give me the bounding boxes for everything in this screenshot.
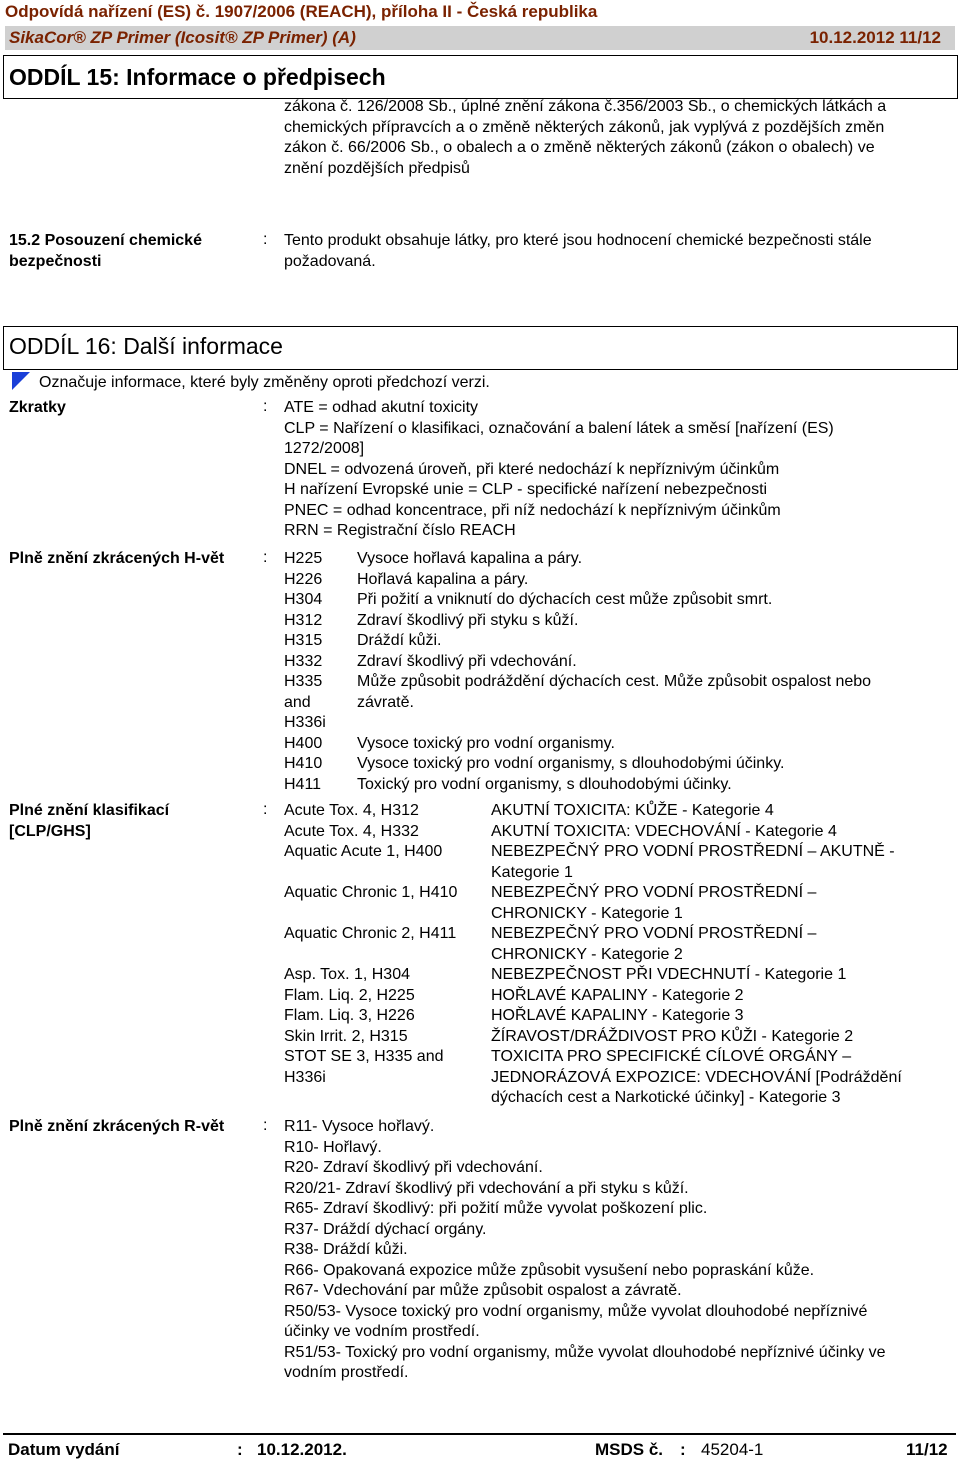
text-line: zákon č. 66/2006 Sb., o obalech a o změně některých zákonů (zákon o obalech) ve [284, 139, 875, 156]
colon: : [263, 549, 268, 566]
clp-text: NEBEZPEČNÝ PRO VODNÍ PROSTŘEDNÍ – [491, 884, 817, 901]
r-phrases-label: Plně znění zkrácených R-vět [9, 1118, 225, 1135]
clp-texts-column [491, 801, 902, 1109]
h-codes-column [284, 549, 326, 795]
h-code: H335 [284, 673, 323, 690]
footer-colon: : [237, 1440, 243, 1459]
text-line: požadovaná. [284, 252, 376, 270]
assessment-label [9, 231, 202, 272]
clp-code: H336i [284, 1068, 326, 1086]
clp-code: Acute Tox. 4, H312 [284, 802, 419, 819]
header-date-page: 10.12.2012 11/12 [809, 28, 941, 47]
changed-marker-icon [12, 372, 30, 390]
footer-divider [3, 1433, 956, 1435]
abbr-list [284, 398, 834, 542]
section-15-title: ODDÍL 15: Informace o předpisech [9, 64, 386, 90]
h-code: H304 [284, 591, 323, 608]
label-line: [CLP/GHS] [9, 822, 91, 840]
h-statements-label: Plně znění zkrácených H-vět [9, 550, 225, 567]
msds-number: 45204-1 [701, 1440, 764, 1459]
list-item: R10- Hořlavý. [284, 1138, 382, 1156]
list-item: 1272/2008] [284, 440, 365, 457]
h-text: Vysoce hořlavá kapalina a páry. [357, 550, 583, 567]
h-text [357, 713, 871, 734]
footer-colon: : [680, 1440, 686, 1459]
product-header-bar [5, 26, 955, 50]
h-text: Hořlavá kapalina a páry. [357, 570, 529, 588]
section-16-heading [3, 326, 958, 370]
clp-text: HOŘLAVÉ KAPALINY - Kategorie 2 [491, 986, 744, 1004]
clp-text: ŽÍRAVOST/DRÁŽDIVOST PRO KŮŽI - Kategorie 2 [491, 1027, 854, 1045]
list-item: R66- Opakovaná expozice může způsobit vysušení nebo popraskání kůže. [284, 1261, 815, 1279]
clp-text: NEBEZPEČNÝ PRO VODNÍ PROSTŘEDNÍ – AKUTNĚ - [491, 843, 895, 860]
h-text: Zdraví škodlivý při vdechování. [357, 652, 577, 670]
h-code: and [284, 693, 311, 711]
clp-code [284, 863, 457, 884]
h-text: Při požití a vniknutí do dýchacích cest může způsobit smrt. [357, 591, 773, 608]
colon: : [263, 231, 268, 248]
list-item: PNEC = odhad koncentrace, při níž nedochází k nepříznivým účinkům [284, 501, 781, 519]
list-item: vodním prostředí. [284, 1364, 409, 1381]
product-name: SikaCor® ZP Primer (Icosit® ZP Primer) (A) [9, 28, 356, 47]
colon: : [263, 1117, 268, 1134]
section-16-title: ODDÍL 16: Další informace [9, 333, 283, 359]
list-item: R38- Dráždí kůži. [284, 1241, 408, 1258]
clp-code: Aquatic Chronic 1, H410 [284, 884, 458, 901]
h-text: Dráždí kůži. [357, 632, 442, 649]
h-code: H332 [284, 652, 323, 670]
clp-code [284, 904, 457, 925]
clp-text: AKUTNÍ TOXICITA: KŮŽE - Kategorie 4 [491, 802, 774, 819]
clp-text: TOXICITA PRO SPECIFICKÉ CÍLOVÉ ORGÁNY – [491, 1048, 852, 1065]
h-code: H410 [284, 755, 323, 772]
abbr-label: Zkratky [9, 399, 66, 416]
clp-text: CHRONICKY - Kategorie 2 [491, 945, 683, 963]
list-item: R11- Vysoce hořlavý. [284, 1118, 435, 1135]
clp-code: Skin Irrit. 2, H315 [284, 1027, 408, 1045]
section-15-continuation [284, 97, 886, 179]
h-code: H312 [284, 611, 323, 629]
clp-text: CHRONICKY - Kategorie 1 [491, 904, 683, 922]
h-code: H315 [284, 632, 323, 649]
h-texts-column [357, 549, 871, 795]
list-item: R37- Dráždí dýchací orgány. [284, 1220, 487, 1238]
h-code: H400 [284, 734, 323, 752]
clp-codes-column [284, 801, 457, 1088]
issue-date-label: Datum vydání [8, 1440, 120, 1459]
clp-code: Acute Tox. 4, H332 [284, 822, 419, 840]
h-text: Zdraví škodlivý při styku s kůží. [357, 611, 579, 629]
list-item: účinky ve vodním prostředí. [284, 1323, 480, 1340]
text-line: Tento produkt obsahuje látky, pro které jsou hodnocení chemické bezpečnosti stále [284, 232, 872, 249]
colon: : [263, 398, 268, 415]
list-item: R50/53- Vysoce toxický pro vodní organismy, může vyvolat dlouhodobé nepříznivé [284, 1302, 868, 1320]
text-line: zákona č. 126/2008 Sb., úplné znění zákona č.356/2003 Sb., o chemických látkách a [284, 98, 887, 115]
clp-code [284, 945, 457, 966]
clp-label [9, 801, 169, 842]
list-item: ATE = odhad akutní toxicity [284, 399, 479, 416]
h-code: H226 [284, 570, 323, 588]
colon: : [263, 801, 268, 818]
clp-text: HOŘLAVÉ KAPALINY - Kategorie 3 [491, 1007, 744, 1024]
h-text: Vysoce toxický pro vodní organismy. [357, 734, 615, 752]
regulation-header: Odpovídá nařízení (ES) č. 1907/2006 (REACH), příloha II - Česká republika [5, 2, 598, 21]
clp-text: NEBEZPEČNOST PŘI VDECHNUTÍ - Kategorie 1 [491, 966, 847, 983]
text-line: chemických přípravcích a o změně některých zákonů, jak vyplývá z pozdějších změn [284, 118, 885, 136]
label-line: 15.2 Posouzení chemické [9, 232, 202, 249]
h-code: H411 [284, 775, 322, 793]
text-line: znění pozdějších předpisů [284, 159, 470, 177]
clp-code: Flam. Liq. 3, H226 [284, 1007, 415, 1024]
list-item: DNEL = odvozená úroveň, při které nedochází k nepříznivým účinkům [284, 460, 780, 478]
clp-text: Kategorie 1 [491, 863, 573, 881]
list-item: R51/53- Toxický pro vodní organismy, může vyvolat dlouhodobé nepříznivé účinky ve [284, 1343, 886, 1361]
changed-note: Označuje informace, které byly změněny oproti předchozí verzi. [39, 374, 490, 391]
h-text: Vysoce toxický pro vodní organismy, s dlouhodobými účinky. [357, 755, 785, 772]
list-item: RRN = Registrační číslo REACH [284, 522, 516, 539]
h-text: Může způsobit podráždění dýchacích cest. Může způsobit ospalost nebo [357, 673, 872, 690]
h-code: H336i [284, 714, 326, 731]
list-item: R20- Zdraví škodlivý při vdechování. [284, 1159, 543, 1176]
clp-code: Aquatic Acute 1, H400 [284, 843, 443, 860]
issue-date: 10.12.2012. [257, 1440, 347, 1459]
label-line: bezpečnosti [9, 252, 102, 270]
page-number: 11/12 [906, 1440, 948, 1459]
clp-text: dýchacích cest a Narkotické účinky] - Kategorie 3 [491, 1089, 841, 1106]
clp-code: Flam. Liq. 2, H225 [284, 986, 415, 1004]
clp-text: JEDNORÁZOVÁ EXPOZICE: VDECHOVÁNÍ [Podráždění [491, 1068, 902, 1086]
list-item: CLP = Nařízení o klasifikaci, označování a balení látek a směsí [nařízení (ES) [284, 419, 834, 437]
list-item: H nařízení Evropské unie = CLP - specifické nařízení nebezpečnosti [284, 481, 768, 498]
r-phrases-list [284, 1117, 886, 1384]
label-line: Plné znění klasifikací [9, 802, 170, 819]
clp-code: Aquatic Chronic 2, H411 [284, 925, 457, 942]
clp-text: NEBEZPEČNÝ PRO VODNÍ PROSTŘEDNÍ – [491, 925, 817, 942]
assessment-text [284, 231, 872, 272]
h-code: H225 [284, 550, 323, 567]
clp-text: AKUTNÍ TOXICITA: VDECHOVÁNÍ - Kategorie 4 [491, 822, 837, 840]
list-item: R65- Zdraví škodlivý: při požití může vyvolat poškození plic. [284, 1200, 708, 1217]
section-15-heading [3, 55, 958, 99]
clp-code: STOT SE 3, H335 and [284, 1048, 444, 1065]
msds-label: MSDS č. [595, 1440, 664, 1459]
h-text: závratě. [357, 693, 414, 711]
list-item: R20/21- Zdraví škodlivý při vdechování a při styku s kůží. [284, 1179, 689, 1197]
list-item: R67- Vdechování par může způsobit ospalost a závratě. [284, 1282, 682, 1299]
clp-code: Asp. Tox. 1, H304 [284, 966, 410, 983]
h-text: Toxický pro vodní organismy, s dlouhodobými účinky. [357, 775, 732, 793]
